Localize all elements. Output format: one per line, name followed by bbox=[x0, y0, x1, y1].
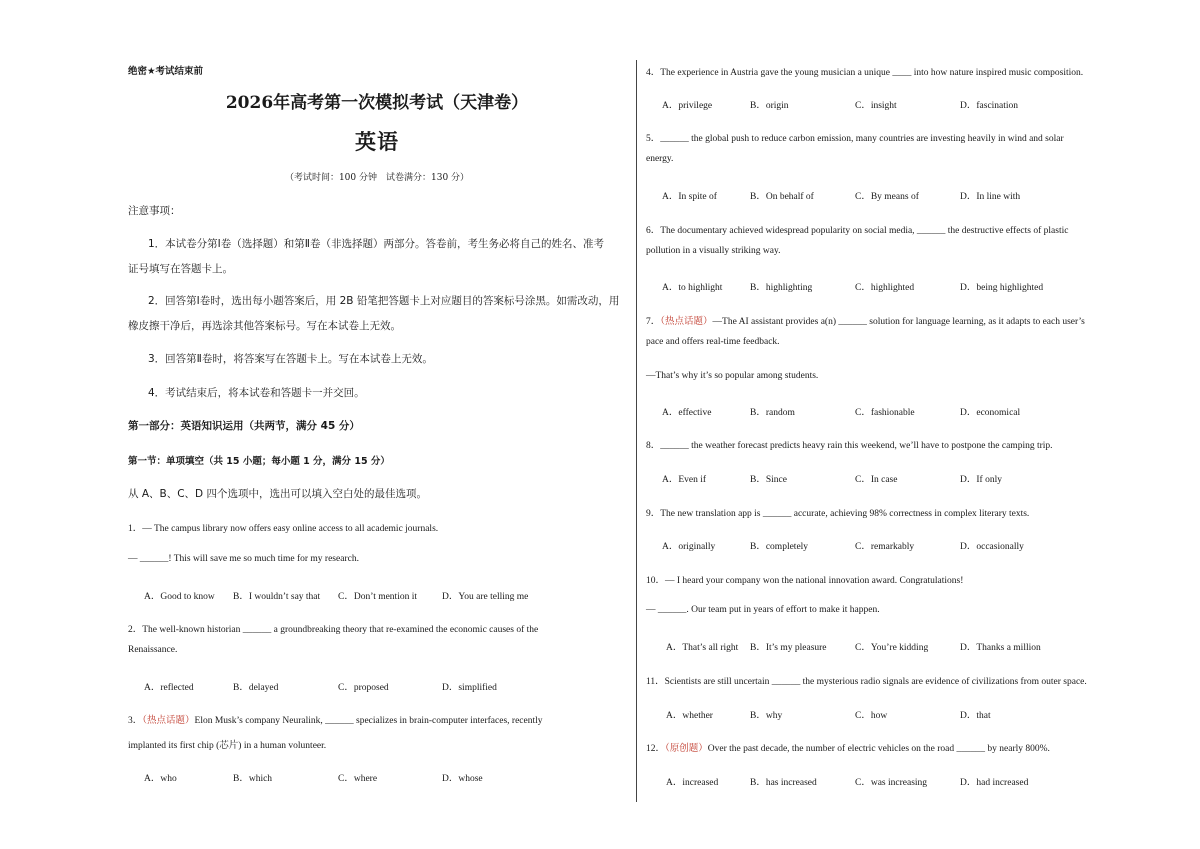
note-3: 3．回答第Ⅱ卷时，将答案写在答题卡上。写在本试卷上无效。 bbox=[148, 353, 433, 365]
q2-option-d[interactable]: D．simplified bbox=[442, 683, 497, 693]
q5-option-b[interactable]: B．On behalf of bbox=[750, 192, 814, 202]
question-7-line1 bbox=[646, 313, 1085, 327]
q8-option-b[interactable]: B．Since bbox=[750, 475, 787, 485]
q12-option-d[interactable]: D．had increased bbox=[960, 778, 1029, 788]
q3-option-d[interactable]: D．whose bbox=[442, 774, 483, 784]
exam-info: （考试时间：100 分钟 试卷满分：130 分） bbox=[284, 173, 470, 183]
subject-title: 英语 bbox=[355, 129, 399, 154]
question-10-line1: 10．— I heard your company won the national innovation award. Congratulations! bbox=[646, 576, 964, 586]
question-5-line1: 5．______ the global push to reduce carbon emission, many countries are investing heavily in wind and solar bbox=[646, 134, 1064, 144]
q10-option-b[interactable]: B．It’s my pleasure bbox=[750, 643, 827, 653]
q8-option-c[interactable]: C．In case bbox=[855, 475, 898, 485]
q9-option-a[interactable]: A．originally bbox=[662, 542, 716, 552]
question-7-line3: —That’s why it’s so popular among students. bbox=[646, 371, 819, 381]
q4-option-d[interactable]: D．fascination bbox=[960, 101, 1019, 111]
question-5-line2: energy. bbox=[646, 154, 674, 164]
q10-option-d[interactable]: D．Thanks a million bbox=[960, 643, 1041, 653]
q6-option-a[interactable]: A．to highlight bbox=[662, 283, 723, 293]
q4-option-b[interactable]: B．origin bbox=[750, 101, 789, 111]
q12-option-a[interactable]: A．increased bbox=[666, 778, 719, 788]
q5-option-a[interactable]: A．In spite of bbox=[662, 192, 717, 202]
question-2-line1: 2．The well-known historian ______ a groundbreaking theory that re-examined the economic causes of the bbox=[128, 625, 539, 635]
q1-option-c[interactable]: C．Don’t mention it bbox=[338, 592, 417, 602]
q5-option-d[interactable]: D．In line with bbox=[960, 192, 1021, 202]
part-1-heading: 第一部分：英语知识运用（共两节，满分 45 分） bbox=[128, 420, 360, 432]
q6-option-c[interactable]: C．highlighted bbox=[855, 283, 915, 293]
exam-title: 2026年高考第一次模拟考试（天津卷） bbox=[225, 93, 529, 113]
question-6-line2: pollution in a visually striking way. bbox=[646, 246, 781, 256]
notice-heading: 注意事项： bbox=[128, 205, 181, 217]
q10-option-c[interactable]: C．You’re kidding bbox=[855, 643, 929, 653]
q7-option-a[interactable]: A．effective bbox=[662, 408, 712, 418]
q5-option-c[interactable]: C．By means of bbox=[855, 192, 919, 202]
q9-option-d[interactable]: D．occasionally bbox=[960, 542, 1024, 552]
question-12-number: 12． bbox=[646, 744, 666, 754]
q8-option-a[interactable]: A．Even if bbox=[662, 475, 707, 485]
q11-option-a[interactable]: A．whether bbox=[666, 711, 713, 721]
q1-option-d[interactable]: D．You are telling me bbox=[442, 592, 529, 602]
q2-option-b[interactable]: B．delayed bbox=[233, 683, 279, 693]
note-2: 2．回答第Ⅰ卷时，选出每小题答案后，用 2B 铅笔把答题卡上对应题目的答案标号涂黑。如需改动，用 bbox=[148, 295, 620, 307]
question-4-line1: 4．The experience in Austria gave the young musician a unique ____ into how nature inspired music composition. bbox=[646, 68, 1084, 78]
q9-option-c[interactable]: C．remarkably bbox=[855, 542, 915, 552]
q8-option-d[interactable]: D．If only bbox=[960, 475, 1002, 485]
question-10-line2: — ______. Our team put in years of effort to make it happen. bbox=[646, 605, 880, 615]
question-1-line2: — ______! This will save me so much time for my research. bbox=[128, 554, 359, 564]
q7-option-c[interactable]: C．fashionable bbox=[855, 408, 915, 418]
q11-option-d[interactable]: D．that bbox=[960, 711, 991, 721]
section-1-heading: 第一节：单项填空（共 15 小题；每小题 1 分，满分 15 分） bbox=[128, 456, 390, 467]
question-3-number: 3． bbox=[128, 716, 143, 726]
q7-option-d[interactable]: D．economical bbox=[960, 408, 1021, 418]
note-1-cont: 证号填写在答题卡上。 bbox=[128, 263, 233, 275]
question-12-line1 bbox=[646, 740, 1050, 754]
q12-option-c[interactable]: C．was increasing bbox=[855, 778, 928, 788]
question-1-line1: 1．— The campus library now offers easy online access to all academic journals. bbox=[128, 524, 439, 534]
question-2-line2: Renaissance. bbox=[128, 645, 178, 655]
q1-option-b[interactable]: B．I wouldn’t say that bbox=[233, 592, 321, 602]
q11-option-c[interactable]: C．how bbox=[855, 711, 888, 721]
q1-option-a[interactable]: A．Good to know bbox=[144, 592, 215, 602]
question-12-text: Over the past decade, the number of electric vehicles on the road ______ by nearly 800%. bbox=[707, 744, 1050, 754]
q6-option-d[interactable]: D．being highlighted bbox=[960, 283, 1044, 293]
q4-option-c[interactable]: C．insight bbox=[855, 101, 897, 111]
section-instruction: 从 A、B、C、D 四个选项中，选出可以填入空白处的最佳选项。 bbox=[128, 488, 427, 500]
confidential-label: 绝密★考试结束前 bbox=[128, 66, 204, 77]
q10-option-a[interactable]: A．That’s all right bbox=[666, 643, 739, 653]
question-9-line1: 9．The new translation app is ______ accurate, achieving 98% correctness in complex literary texts. bbox=[646, 509, 1030, 519]
question-7-number: 7． bbox=[646, 317, 661, 327]
question-3-text: Elon Musk’s company Neuralink, ______ specializes in brain-computer interfaces, recently bbox=[194, 716, 543, 726]
q2-option-a[interactable]: A．reflected bbox=[144, 683, 194, 693]
q6-option-b[interactable]: B．highlighting bbox=[750, 283, 813, 293]
question-7-tag: （热点话题） bbox=[660, 317, 713, 327]
note-2-cont: 橡皮擦干净后，再选涂其他答案标号。写在本试卷上无效。 bbox=[128, 320, 401, 332]
question-7-text: —The AI assistant provides a(n) ______ solution for language learning, as it adapts to each user’s bbox=[712, 317, 1085, 327]
q2-option-c[interactable]: C．proposed bbox=[338, 683, 389, 693]
question-3-tag: （热点话题） bbox=[142, 716, 195, 726]
q7-option-b[interactable]: B．random bbox=[750, 408, 795, 418]
q9-option-b[interactable]: B．completely bbox=[750, 542, 809, 552]
note-4: 4．考试结束后，将本试卷和答题卡一并交回。 bbox=[148, 387, 365, 399]
column-divider bbox=[636, 60, 637, 802]
q3-option-b[interactable]: B．which bbox=[233, 774, 273, 784]
question-12-tag: （原创题） bbox=[665, 744, 708, 754]
q12-option-b[interactable]: B．has increased bbox=[750, 778, 817, 788]
q3-option-a[interactable]: A．who bbox=[144, 774, 177, 784]
question-3-line1 bbox=[128, 712, 543, 726]
note-1: 1．本试卷分第Ⅰ卷（选择题）和第Ⅱ卷（非选择题）两部分。答卷前，考生务必将自己的姓名、准考 bbox=[148, 238, 604, 250]
question-6-line1: 6．The documentary achieved widespread popularity on social media, ______ the destructive effects of plastic bbox=[646, 226, 1069, 236]
question-8-line1: 8．______ the weather forecast predicts heavy rain this weekend, we’ll have to postpone the camping trip. bbox=[646, 441, 1053, 451]
q3-option-c[interactable]: C．where bbox=[338, 774, 378, 784]
q4-option-a[interactable]: A．privilege bbox=[662, 101, 713, 111]
question-11-line1: 11．Scientists are still uncertain ______ the mysterious radio signals are evidence of civilizations from outer space. bbox=[646, 677, 1087, 687]
question-3-line2: implanted its first chip (芯片) in a human volunteer. bbox=[128, 741, 327, 751]
question-7-line2: pace and offers real-time feedback. bbox=[646, 337, 780, 347]
q11-option-b[interactable]: B．why bbox=[750, 711, 783, 721]
